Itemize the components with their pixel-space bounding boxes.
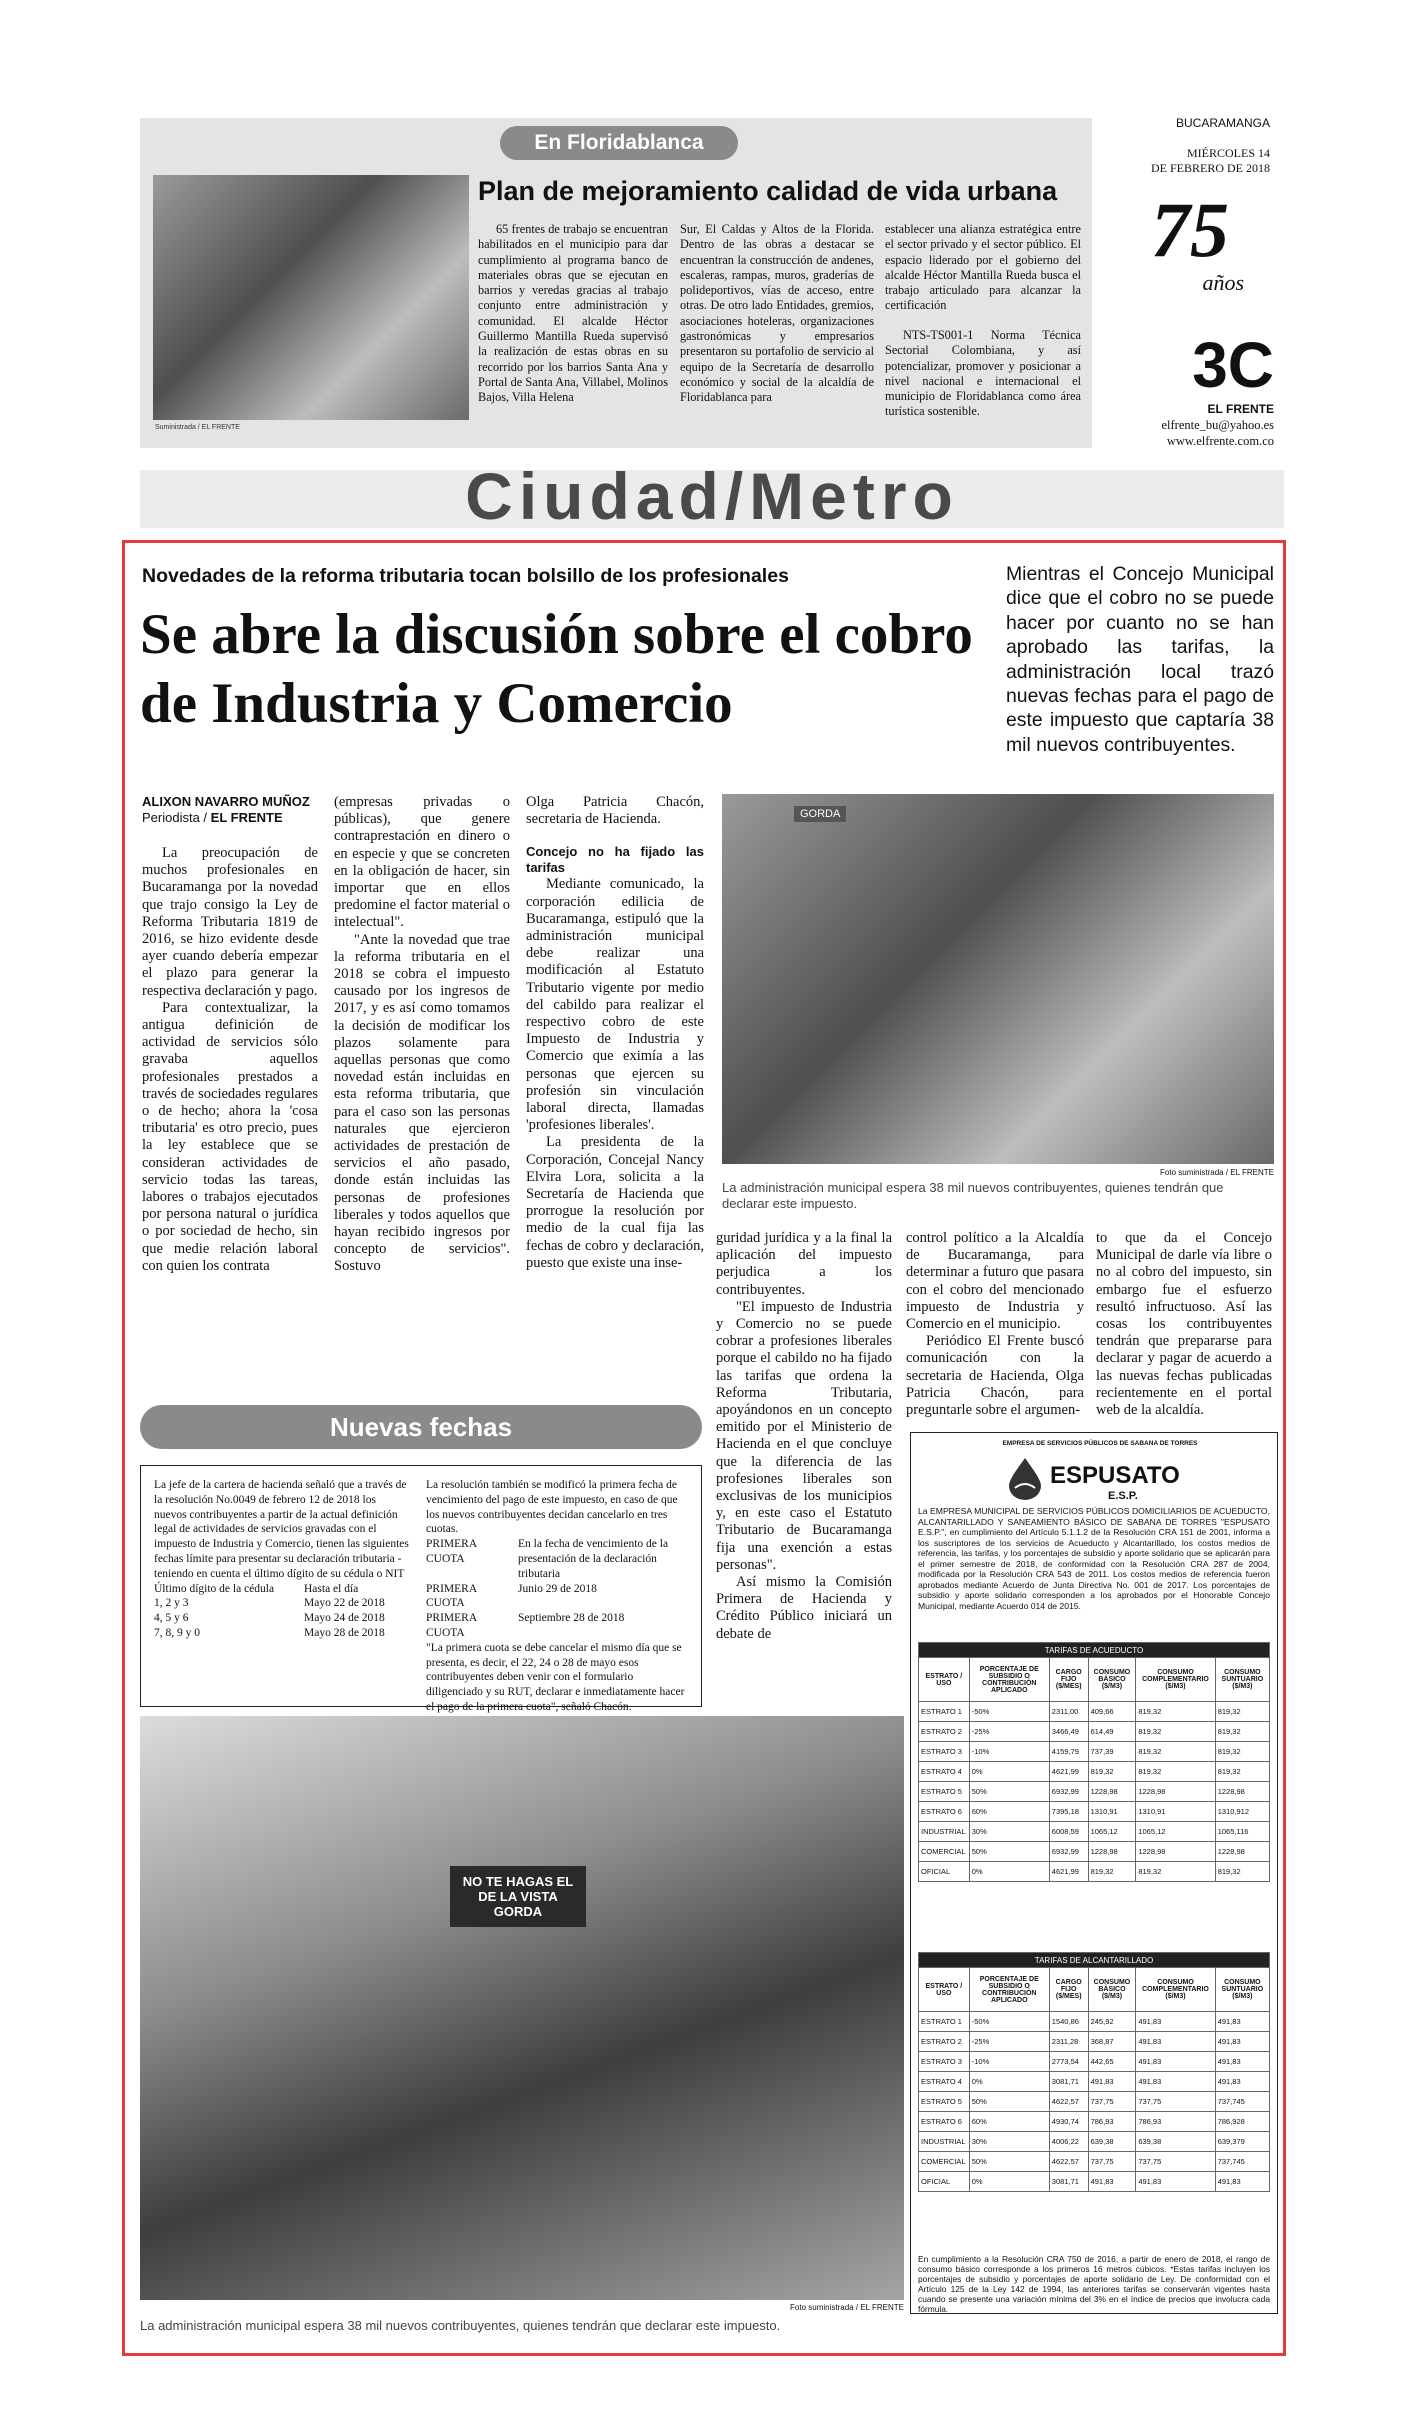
table-cell: 491,83 [1215, 2072, 1269, 2092]
section-title: Ciudad/Metro [465, 459, 959, 533]
table-cell: 30% [969, 2132, 1049, 2152]
table-cell: 639,38 [1136, 2132, 1215, 2152]
table-cell: 737,39 [1088, 1742, 1136, 1762]
table-cell: 0% [969, 2072, 1049, 2092]
page-number: 3C [1192, 329, 1274, 401]
table-cell: 4621,99 [1049, 1762, 1088, 1782]
article-kicker: Novedades de la reforma tributaria tocan bolsillo de los profesionales [142, 565, 789, 587]
photo2-credit: Foto suministrada / EL FRENTE [790, 2303, 904, 2312]
table-cell: 1310,91 [1088, 1802, 1136, 1822]
table-cell: INDUSTRIAL [919, 1822, 970, 1842]
col5-paragraph-1: control político a la Alcaldía de Bucaramanga, para determinar a futuro que pasara con el cobro del mencionado impuesto de Industria y Comercio en el municipio. [906, 1230, 1084, 1333]
masthead-date-2: DE FEBRERO DE 2018 [1150, 161, 1270, 175]
col-header: ESTRATO / USO [919, 1658, 970, 1702]
cuota-date: Septiembre 28 de 2018 [518, 1612, 625, 1625]
table-cell: ESTRATO 4 [919, 2072, 970, 2092]
table-cell: 819,32 [1088, 1862, 1136, 1882]
table-cell: 1065,12 [1088, 1822, 1136, 1842]
table-cell: 4930,74 [1049, 2112, 1088, 2132]
table-cell: 6932,99 [1049, 1782, 1088, 1802]
top-headline: Plan de mejoramiento calidad de vida urbana [478, 176, 1058, 206]
fechas-right-intro: La resolución también se modificó la primera fecha de vencimiento del pago de este impuesto, en caso de que los nuevos contribuyentes decidan cancelarlo en tres cuotas. [426, 1479, 678, 1536]
article-photo-1 [722, 794, 1274, 1164]
table-cell: -25% [969, 2032, 1049, 2052]
cuota-label: PRIMERA CUOTA [426, 1538, 477, 1565]
author-name: ALIXON NAVARRO MUÑOZ [142, 794, 310, 809]
table-cell: 819,32 [1215, 1762, 1269, 1782]
table-cell: -25% [969, 1722, 1049, 1742]
table-cell: 737,75 [1136, 2152, 1215, 2172]
top-col3a: establecer una alianza estratégica entre el sector privado y el sector público. El espacio liderado por el gobierno del alcalde Héctor Mantilla Rueda busca el trabajo articulado para alcanzar la certificación [885, 222, 1081, 313]
table-cell: 1310,91 [1136, 1802, 1215, 1822]
fechas-left-digit: 7, 8, 9 y 0 [154, 1626, 200, 1639]
table-cell: 245,92 [1088, 2012, 1136, 2032]
table-cell: -50% [969, 1702, 1049, 1722]
table-cell: ESTRATO 5 [919, 1782, 970, 1802]
masthead-web[interactable]: www.elfrente.com.co [1166, 434, 1274, 448]
article-summary: Mientras el Concejo Municipal dice que el cobro no se puede hacer por cuanto no se han aprobado las tarifas, la administración local trazó nuevas fechas para el pago de este impuesto que captaría 38 mil nuevos contribuyentes. [1006, 563, 1274, 756]
masthead-date-1: MIÉRCOLES 14 [1186, 146, 1270, 160]
fechas-right-row [426, 1537, 688, 1581]
table-cell: 7395,18 [1049, 1802, 1088, 1822]
espusato-small: EMPRESA DE SERVICIOS PÚBLICOS DE SABANA DE TORRES [1002, 1440, 1198, 1447]
table-cell: 4006,22 [1049, 2132, 1088, 2152]
col3-paragraph-1: Mediante comunicado, la corporación edilicia de Bucaramanga, estipuló que la administración municipal debe realizar una modificación al Estatuto Tributario vigente por medio del cabildo para realizar el respectivo cobro de este Impuesto de Industria y Comercio que eximía a las personas que ejercen su profesión sin vinculación laboral directa, llamadas 'profesiones liberales'. [526, 876, 704, 1134]
top-photo-credit: Suministrada / EL FRENTE [155, 424, 240, 431]
table-cell: 3081,71 [1049, 2072, 1088, 2092]
col2-paragraph-2: "Ante la novedad que trae la reforma tributaria en el 2018 se cobra el impuesto causado por los ingresos de 2017, y es así como tomamos la decisión de modificar los plazos solamente para aquellas personas que como novedad están incluidas en esta reforma tributaria, que para el caso son las personas naturales que ejercieron actividades de prestación de servicios el año pasado, donde están incluidas las personas de profesiones liberales y todos aquellos que hayan recibido ingresos por concepto de servicios". Sostuvo [334, 931, 510, 1275]
table-row [919, 2072, 1270, 2092]
table-cell: 50% [969, 2152, 1049, 2172]
table-cell: 639,38 [1088, 2132, 1136, 2152]
table-row [919, 2032, 1270, 2052]
table-cell: 491,83 [1215, 2052, 1269, 2072]
table-cell: 491,83 [1136, 2172, 1215, 2192]
table-cell: 1228,98 [1136, 1782, 1215, 1802]
table-cell: ESTRATO 3 [919, 2052, 970, 2072]
table-row [919, 1742, 1270, 1762]
table-cell: 819,32 [1136, 1762, 1215, 1782]
table-cell: 6932,99 [1049, 1842, 1088, 1862]
table-cell: 491,83 [1136, 2052, 1215, 2072]
table-row [919, 1722, 1270, 1742]
table-row [919, 2012, 1270, 2032]
fechas-left-date: Mayo 28 de 2018 [304, 1626, 385, 1639]
table-cell: 1540,86 [1049, 2012, 1088, 2032]
table-cell: 1228,98 [1088, 1782, 1136, 1802]
table-cell: ESTRATO 2 [919, 2032, 970, 2052]
col-header: CARGO FIJO ($/MES) [1049, 1968, 1088, 2012]
table-cell: 614,49 [1088, 1722, 1136, 1742]
col-header: CONSUMO COMPLEMENTARIO ($/M3) [1136, 1658, 1215, 1702]
fechas-left-header [154, 1582, 410, 1597]
table-cell: 819,32 [1215, 1702, 1269, 1722]
table-cell: -10% [969, 1742, 1049, 1762]
article-headline: Se abre la discusión sobre el cobro de Industria y Comercio [140, 603, 973, 735]
table-cell: INDUSTRIAL [919, 2132, 970, 2152]
table-cell: 3081,71 [1049, 2172, 1088, 2192]
col-header: CONSUMO SUNTUARIO ($/M3) [1215, 1658, 1269, 1702]
table-cell: 819,32 [1136, 1862, 1215, 1882]
table-cell: 819,32 [1136, 1742, 1215, 1762]
top-col1: 65 frentes de trabajo se encuentran habilitados en el municipio para dar cumplimiento al programa banco de materiales obras que se ejecutan en barrios y veredas gracias al trabajo conjunto entre administración y comunidad. El alcalde Héctor Guillermo Mantilla Rueda supervisó la realización de estas obras en su recorrido por los barrios Santa Ana y Portal de Santa Ana, Villabel, Molinos Bajos, Villa Helena [478, 222, 668, 405]
col-header: CONSUMO SUNTUARIO ($/M3) [1215, 1968, 1269, 2012]
masthead-paper: EL FRENTE [1207, 402, 1274, 416]
anniversary-word: años [1202, 270, 1244, 295]
table-cell: COMERCIAL [919, 2152, 970, 2172]
fechas-left-row [154, 1611, 410, 1626]
masthead-city: BUCARAMANGA [1175, 116, 1270, 130]
anniversary-number: 75 [1151, 186, 1229, 273]
table-cell: 4622,57 [1049, 2092, 1088, 2112]
top-photo [153, 175, 469, 420]
table-cell: 1228,98 [1088, 1842, 1136, 1862]
col-header: CARGO FIJO ($/MES) [1049, 1658, 1088, 1702]
col1-paragraph-1: La preocupación de muchos profesionales en Bucaramanga por la novedad que trajo consigo la Ley de Reforma Tributaria 1819 de 2016, se hizo evidente desde ayer cuando debería empezar el plazo para generar la respectiva declaración y pago. [142, 845, 318, 999]
article-col-4 [716, 1230, 892, 1643]
fechas-right-quote: "La primera cuota se debe cancelar el mismo día que se presenta, es decir, el 22, 24 o 28 de mayo esos contribuyentes deben venir con el formulario diligenciado y su RUT, declarar e inmediatamente hacer el pago de la primera cuota", señaló Chacón. [426, 1641, 685, 1713]
col3-paragraph-2: La presidenta de la Corporación, Concejal Nancy Elvira Lora, solicita a la Secretaría de Hacienda que prorrogue la resolución por medio de la cual fija las fechas de cobro y declaración, puesto que existe una inse- [526, 1134, 704, 1271]
table-cell: 819,32 [1215, 1862, 1269, 1882]
acueducto-table [918, 1642, 1270, 1882]
table-cell: 4622,57 [1049, 2152, 1088, 2172]
fechas-left-header-date: Hasta el día [304, 1582, 359, 1595]
alcantarillado-table [918, 1952, 1270, 2192]
espusato-brand-sub: E.S.P. [1108, 1490, 1138, 1502]
fechas-right-row [426, 1611, 688, 1641]
table-row [919, 2092, 1270, 2112]
table-row [919, 1702, 1270, 1722]
table-cell: -50% [969, 2012, 1049, 2032]
table-cell: 786,928 [1215, 2112, 1269, 2132]
table-cell: 819,32 [1215, 1742, 1269, 1762]
cuota-label: PRIMERA CUOTA [426, 1612, 477, 1639]
table-cell: ESTRATO 2 [919, 1722, 970, 1742]
table-row [919, 1822, 1270, 1842]
table-cell: 2311,00 [1049, 1702, 1088, 1722]
top-col3b: NTS-TS001-1 Norma Técnica Sectorial Colombiana, y así potencializar, promover y posicionar a nivel nacional e internacional el municipio de Floridablanca como área turística sostenible. [885, 328, 1081, 419]
col3-paragraph-0: Olga Patricia Chacón, secretaria de Hacienda. [526, 794, 704, 828]
col-header: CONSUMO COMPLEMENTARIO ($/M3) [1136, 1968, 1215, 2012]
table-row [919, 2112, 1270, 2132]
espusato-intro: La EMPRESA MUNICIPAL DE SERVICIOS PÚBLICOS DOMICILIARIOS DE ACUEDUCTO, ALCANTARILLADO Y SANEAMIENTO BÁSICO DE SABANA DE TORRES "ESPUSATO E.S.P.", en cumplimiento del Artículo 5.1.1.2 de la Resolución CRA 151 de 2001, informa a los suscriptores de los servicios de Acueducto y Alcantarillado, los costos medios de referencia, las tarifas, y los porcentajes de subsidio y aporte solidario que se aplicarán para el primer semestre de 2018, de conformidad con la Resolución CRA 287 de 2004, modificada por la Resolución CRA 543 de 2011. Los costos medios de referencia fueron aprobados mediante Acuerdo de Junta Directiva No. 001 de 2017. Los porcentajes de subsidio y aporte solidario corresponden a los aprobados por el Honorable Concejo Municipal, mediante Acuerdo 014 de 2015. [918, 1506, 1270, 1611]
table-cell: OFICIAL [919, 2172, 970, 2192]
photo2-sign: NO TE HAGAS EL DE LA VISTA GORDA [450, 1866, 586, 1927]
table-cell: 4159,79 [1049, 1742, 1088, 1762]
table-cell: ESTRATO 1 [919, 2012, 970, 2032]
table-cell: 1310,912 [1215, 1802, 1269, 1822]
author-role [142, 810, 283, 825]
article-col-1 [142, 845, 318, 1275]
table-cell: 1228,98 [1136, 1842, 1215, 1862]
article-col-2 [334, 794, 510, 1276]
fechas-left [154, 1478, 410, 1641]
table-cell: ESTRATO 1 [919, 1702, 970, 1722]
col3-subhead: Concejo no ha fijado las tarifas [526, 844, 704, 876]
table-cell: 737,75 [1088, 2092, 1136, 2112]
article-col-6 [1096, 1230, 1272, 1419]
alcantarillado-rows [919, 2012, 1270, 2192]
table-cell: ESTRATO 6 [919, 2112, 970, 2132]
table-cell: 3466,49 [1049, 1722, 1088, 1742]
photo1-sign: GORDA [794, 806, 846, 822]
table-cell: 819,32 [1136, 1702, 1215, 1722]
table-row [919, 1782, 1270, 1802]
table-cell: 4621,99 [1049, 1862, 1088, 1882]
table-cell: 409,66 [1088, 1702, 1136, 1722]
photo1-caption: La administración municipal espera 38 mil nuevos contribuyentes, quienes tendrán que declarar este impuesto. [722, 1180, 1224, 1211]
table-row [919, 2052, 1270, 2072]
col-header: CONSUMO BÁSICO ($/M3) [1088, 1658, 1136, 1702]
masthead-email[interactable]: elfrente_bu@yahoo.es [1161, 418, 1274, 432]
table-cell: 737,745 [1215, 2092, 1269, 2112]
table-cell: 1228,98 [1215, 1842, 1269, 1862]
table-cell: 491,83 [1215, 2172, 1269, 2192]
table-row [919, 1762, 1270, 1782]
table-cell: 1065,116 [1215, 1822, 1269, 1842]
fechas-left-row [154, 1626, 410, 1641]
col6-paragraph-1: to que da el Concejo Municipal de darle vía libre o no al cobro del impuesto, sin embargo fue el esfuerzo resultó infructuoso. Así las cosas los contribuyentes tendrán que prepararse para declarar y pagar de acuerdo a las nuevas fechas publicadas recientemente en el portal web de la alcaldía. [1096, 1230, 1272, 1419]
table-row [919, 1862, 1270, 1882]
fechas-right [426, 1478, 688, 1715]
col4-paragraph-1: guridad jurídica y a la final la aplicación del impuesto perjudica a los contribuyentes. [716, 1230, 892, 1298]
table-cell: 0% [969, 2172, 1049, 2192]
table-row [919, 2132, 1270, 2152]
col4-paragraph-2: "El impuesto de Industria y Comercio no se puede cobrar a profesiones liberales porque el cabildo no ha fijado las tarifas que ordena la Reforma Tributaria, apoyándonos en un concepto emitido por el Ministerio de Hacienda en el que concluye que la diferencia de las profesiones liberales son exclusivas de los municipios y, en este caso el Estatuto Tributario de Bucaramanga fija una exención a estas personas". [716, 1298, 892, 1573]
table-cell: 1065,12 [1136, 1822, 1215, 1842]
fechas-left-header-digit: Último dígito de la cédula [154, 1582, 275, 1595]
col5-paragraph-2: Periódico El Frente buscó comunicación con la secretaria de Hacienda, Olga Patricia Chacón, para preguntarle sobre el argumen- [906, 1333, 1084, 1419]
fechas-right-row [426, 1582, 688, 1612]
section-pill-floridablanca: En Floridablanca [500, 126, 738, 160]
col-header: CONSUMO BÁSICO ($/M3) [1088, 1968, 1136, 2012]
fechas-left-row [154, 1596, 410, 1611]
table-cell: OFICIAL [919, 1862, 970, 1882]
table-cell: 30% [969, 1822, 1049, 1842]
col-header: PORCENTAJE DE SUBSIDIO O CONTRIBUCIÓN APLICADO [969, 1658, 1049, 1702]
drop-icon [1005, 1456, 1045, 1500]
col-header: ESTRATO / USO [919, 1968, 970, 2012]
fechas-left-digit: 4, 5 y 6 [154, 1612, 189, 1625]
table-cell: 442,65 [1088, 2052, 1136, 2072]
table-row [919, 1802, 1270, 1822]
table-cell: ESTRATO 5 [919, 2092, 970, 2112]
table-cell: 786,93 [1088, 2112, 1136, 2132]
table-cell: 491,83 [1136, 2072, 1215, 2092]
article-col-5 [906, 1230, 1084, 1419]
table-cell: 0% [969, 1762, 1049, 1782]
fechas-left-digit: 1, 2 y 3 [154, 1597, 189, 1610]
espusato-footnote: En cumplimiento a la Resolución CRA 750 de 2016, a partir de enero de 2018, el rango de consumo básico corresponde a los primeros 16 metros cúbicos. *Estas tarifas incluyen los porcentajes de subsidio y porcentajes de aporte solidario de Ley. De conformidad con el Artículo 125 de la Ley 142 de 1994, las anteriores tarifas se conservarán vigentes hasta cuando se presente una variación mínima del 3% en el índice de precios que involucra cada fórmula. [918, 2254, 1270, 2314]
col1-paragraph-2: Para contextualizar, la antigua definición de actividad de servicios sólo gravaba aquellos profesionales prestados a través de sociedades regulares o de hecho; ahora la 'cosa tributaria' es otro precio, pues la ley establece que se consideran actividades de servicio todas las tareas, labores o trabajos ejecutados por persona natural o jurídica o por sociedad de hecho, sin que medie relación laboral con quien los contrata [142, 999, 318, 1274]
photo1-credit: Foto suministrada / EL FRENTE [1160, 1168, 1274, 1177]
table-cell: 368,87 [1088, 2032, 1136, 2052]
fechas-left-date: Mayo 24 de 2018 [304, 1612, 385, 1625]
author-role-label: Periodista / [142, 810, 211, 825]
table-cell: 819,32 [1215, 1722, 1269, 1742]
table-cell: 491,83 [1215, 2012, 1269, 2032]
table-row [919, 2172, 1270, 2192]
table-cell: 0% [969, 1862, 1049, 1882]
table-cell: 2311,28 [1049, 2032, 1088, 2052]
table-cell: 6008,59 [1049, 1822, 1088, 1842]
anniversary-logo [1130, 186, 1250, 305]
table-cell: 819,32 [1136, 1722, 1215, 1742]
table-cell: 491,83 [1136, 2012, 1215, 2032]
table-cell: 737,75 [1136, 2092, 1215, 2112]
table-row [919, 2152, 1270, 2172]
table-cell: ESTRATO 3 [919, 1742, 970, 1762]
table-cell: 2773,54 [1049, 2052, 1088, 2072]
table-cell: 819,32 [1088, 1762, 1136, 1782]
table-cell: 60% [969, 2112, 1049, 2132]
fechas-left-intro: La jefe de la cartera de hacienda señaló que a través de la resolución No.0049 de febrero 12 de 2018 los nuevos contribuyentes a partir de la actual definición legal de actividades de servicios gravadas con el impuesto de Industria y Comercio, tienen las siguientes fechas límite para presentar su declaración tributaria -teniendo en cuenta el último dígito de su cédula o NIT [154, 1479, 409, 1580]
col2-paragraph-1: (empresas privadas o públicas), que genere contraprestación en dinero o en especie y que se concreten en la obligación de hacer, sin importar que en ellos predomine el factor material o intelectual". [334, 794, 510, 931]
table-row [919, 1842, 1270, 1862]
table-cell: 737,745 [1215, 2152, 1269, 2172]
col-header: PORCENTAJE DE SUBSIDIO O CONTRIBUCIÓN APLICADO [969, 1968, 1049, 2012]
table-cell: 491,83 [1136, 2032, 1215, 2052]
table-cell: 639,379 [1215, 2132, 1269, 2152]
espusato-brand: ESPUSATO [1050, 1462, 1180, 1489]
author-paper: EL FRENTE [210, 810, 283, 825]
table-cell: 491,83 [1088, 2072, 1136, 2092]
nuevas-fechas-pill: Nuevas fechas [140, 1405, 702, 1449]
table-cell: 50% [969, 1782, 1049, 1802]
alcantarillado-table-title: TARIFAS DE ALCANTARILLADO [919, 1953, 1270, 1968]
table-cell: ESTRATO 6 [919, 1802, 970, 1822]
table-cell: 786,93 [1136, 2112, 1215, 2132]
table-cell: 1228,98 [1215, 1782, 1269, 1802]
table-cell: ESTRATO 4 [919, 1762, 970, 1782]
table-cell: 737,75 [1088, 2152, 1136, 2172]
table-cell: 491,83 [1088, 2172, 1136, 2192]
table-cell: -10% [969, 2052, 1049, 2072]
article-col-3 [526, 794, 704, 1272]
table-cell: 491,83 [1215, 2032, 1269, 2052]
table-cell: COMERCIAL [919, 1842, 970, 1862]
photo2-caption: La administración municipal espera 38 mil nuevos contribuyentes, quienes tendrán que declarar este impuesto. [140, 2318, 781, 2333]
cuota-label: PRIMERA CUOTA [426, 1582, 477, 1610]
article-photo-2 [140, 1716, 904, 2300]
acueducto-rows [919, 1702, 1270, 1882]
fechas-left-date: Mayo 22 de 2018 [304, 1597, 385, 1610]
acueducto-table-title: TARIFAS DE ACUEDUCTO [919, 1643, 1270, 1658]
cuota-date: En la fecha de vencimiento de la presentación de la declaración tributaria [518, 1538, 669, 1580]
top-col2: Sur, El Caldas y Altos de la Florida. Dentro de las obras a destacar se encuentran la construcción de andenes, escaleras, rampas, muros, graderías de polideportivos, vías de acceso, entre otras. De otro lado Entidades, gremios, asociaciones hoteleras, organizaciones gastronómicas y empresarios presentaron su portafolio de servicio al equipo de la Secretaría de desarrollo económico y social de la alcaldía de Floridablanca para [680, 222, 874, 405]
col4-paragraph-3: Así mismo la Comisión Primera de Hacienda y Crédito Público iniciará un debate de [716, 1574, 892, 1642]
table-cell: 50% [969, 2092, 1049, 2112]
table-cell: 60% [969, 1802, 1049, 1822]
cuota-date: Junio 29 de 2018 [518, 1582, 597, 1595]
table-cell: 50% [969, 1842, 1049, 1862]
